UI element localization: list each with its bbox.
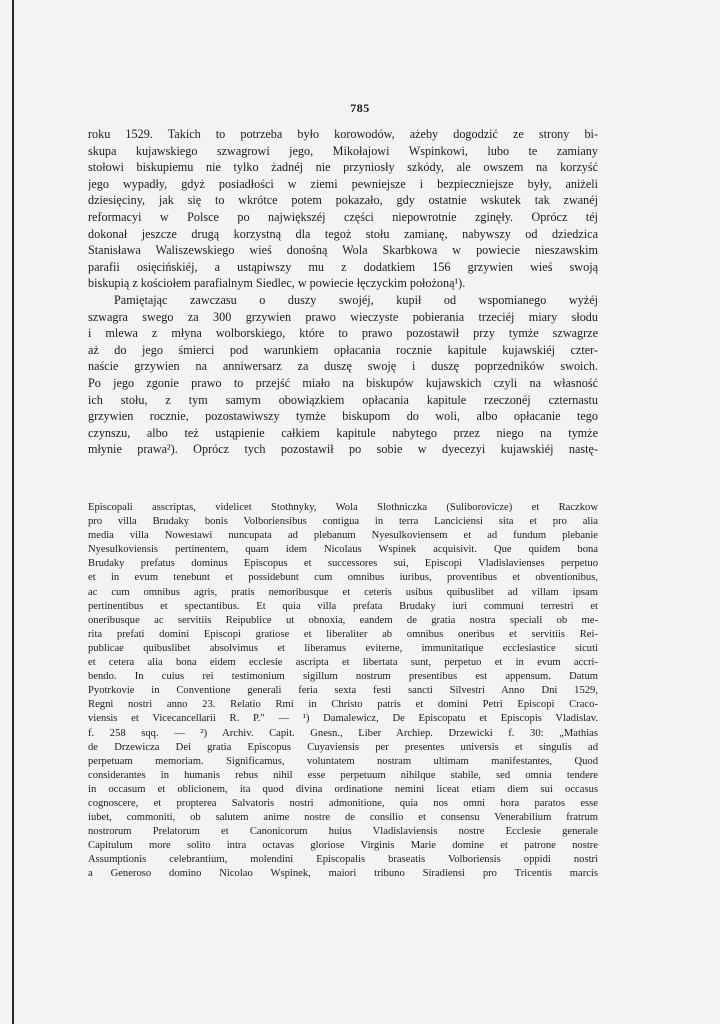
- text-line: dokonał jeszcze drugą korzystną dla tegoż stołu zamianę, nabywszy od dziedzica: [88, 226, 598, 241]
- text-line: Po jego zgonie prawo to przejść miało na biskupów kujawskich czyli na własność: [88, 375, 598, 390]
- text-line: skupa kujawskiego szwagrowi jego, Mikołajowi Wspinkowi, lubo te zamiany: [88, 143, 598, 158]
- text-line: reformacyi w Polsce po największéj części niepowrotnie zginęły. Oprócz téj: [88, 209, 598, 224]
- footnote-line: rita prefati domini Episcopi gratiose et liberaliter ab omnibus oneribus et servitiis Rei-: [88, 628, 598, 640]
- text-line: Stanisława Waliszewskiego wieś donośną Wola Skarbkowa w powiecie nieszawskim: [88, 243, 598, 258]
- page-number: 785: [350, 101, 370, 115]
- footnote-block: [88, 501, 598, 882]
- footnote-line: pro villa Brudaky bonis Volboriensibus contigua in terra Lanciciensi sita et pro alia: [88, 516, 598, 528]
- footnote-line: et cetera alia bona eidem ecclesie ascripta et libertata sunt, perpetuo et in evum accri-: [88, 657, 598, 669]
- footnote-line: f. 258 sqq. — ²) Archiv. Capit. Gnesn., Liber Archiep. Drzewicki f. 30: „Mathias: [88, 727, 598, 739]
- footnote-line: Pyotrkovie in Conventione generali feria sexta festi sancti Silvestri Anno Dni 1529,: [88, 685, 598, 697]
- text-line: naście grzywien na anniwersarz za duszę swoję i duszę poprzedników swoich.: [88, 359, 598, 374]
- footnote-line: et in evum tenebunt et possidebunt cum omnibus iuribus, proventibus et obventionibus,: [88, 572, 598, 584]
- footnote-line: bendo. In cuius rei testimonium sigillum nostrum presentibus est appensum. Datum: [88, 671, 598, 683]
- footnote-line: media villa Nowestawi nuncupata ad plebanum Nyesulkoviensem et ad fundum plebanie: [88, 530, 598, 542]
- footnote-line: pertinentibus et spectantibus. Et quia villa prefata Brudaky iuri communi terrestri et: [88, 600, 598, 612]
- footnote-line: iubet, commoniti, ob salutem anime nostre de consilio et consensu Venerabilium fratrum: [88, 812, 598, 824]
- text-line: i mlewa z młyna wolborskiego, które to prawo pozostawił przy tymże szwagrze: [88, 326, 598, 341]
- text-line: młynie prawa²). Oprócz tych pozostawił po sobie w dyecezyi kujawskiéj nastę-: [88, 442, 598, 457]
- footnote-line: publicae quibuslibet absolvimus et liberamus eviterne, immunitatique ecclesiastice sicuti: [88, 642, 598, 654]
- main-text-block: [88, 126, 598, 458]
- footnote-line: Regni nostri anno 23. Relatio Rmi in Christo patris et domini Petri Episcopi Craco-: [88, 699, 598, 711]
- text-line: czynszu, albo też ustąpienie całkiem kapitule nabytego przez niego na tymże: [88, 425, 598, 440]
- text-line: ich stołu, z tym samym obowiązkiem opłacania kapitule rzeczonéj czternastu: [88, 392, 598, 407]
- footnote-line: Assumptionis celebrantium, molendini Episcopalis braseatis Volboriensis oppidi nostri: [88, 854, 598, 866]
- footnote-line: viensis et Vicecancellarii R. P." — ¹) Damalewicz, De Episcopatu et Episcopis Vladislav.: [88, 713, 598, 725]
- text-line: szwagra swego za 300 grzywien prawo wieczyste pobierania trzeciéj miary słodu: [88, 309, 598, 324]
- footnote-line: cognoscere, et propterea Salvatoris nostri admonitione, quia nos omni hora paratos esse: [88, 797, 598, 809]
- text-line: dziesięciny, jak się to wkrótce potem pokazało, gdy ostatnie wskutek tak zwanéj: [88, 193, 598, 208]
- footnote-line: ac cum omnibus agris, pratis nemoribusque et ceteris usibus quibuslibet ad villam ipsam: [88, 586, 598, 598]
- text-line: biskupią z kościołem parafialnym Siedlec, w powiecie łęczyckim położoną¹).: [88, 276, 466, 291]
- footnote-line: perpetuam memoriam. Significamus, voluntatem nostram ultimam manifestantes, Quod: [88, 755, 598, 767]
- text-line: roku 1529. Takich to potrzeba było korowodów, ażeby dogodzić ze strony bi-: [88, 127, 598, 141]
- footnote-line: Capitulum more solito intra octavas gloriose Virginis Marie domine et patrone nostre: [88, 840, 598, 852]
- footnote-line: a Generoso domino Nicolao Wspinek, maiori tribuno Siradiensi pro Tricentis marcis: [88, 868, 598, 880]
- text-line: jego wypadły, gdyż posiadłości w ziemi pewniejsze i bezpieczniejsze były, aniżeli: [88, 176, 598, 191]
- footnote-line: oneribusque ac servitiis Reipublice ut obnoxia, eandem de gratia nostra speciali ob me-: [88, 614, 598, 626]
- text-line: stołowi biskupiemu nie tylko żadnéj nie przyniosły szkódy, ale owszem na korzyść: [88, 160, 598, 175]
- footnote-line: Nyesulkoviensis pertinentem, quam idem Nicolaus Wspinek acquisivit. Que quidem bona: [88, 544, 598, 556]
- footnote-line: nostrorum Prelatorum et Canonicorum huius Vladislaviensis nostre Ecclesie generale: [88, 826, 598, 838]
- text-line: parafii osięcińskiéj, a ustąpiwszy mu z dodatkiem 156 grzywien wieś swoją: [88, 259, 598, 274]
- footnote-line: de Drzewicza Dei gratia Episcopus Cuyaviensis per presentes universis et singulis ad: [88, 741, 598, 753]
- text-line: grzywien rocznie, pozostawiwszy tymże biskupom do woli, albo opłacanie tego: [88, 409, 598, 424]
- footnote-line: Episcopali asscriptas, videlicet Stothnyky, Wola Slothniczka (Suliborovicze) et Raczkow: [88, 502, 598, 513]
- footnote-line: considerantes in humanis rebus nihil esse perpetuum nihilque stabile, sed omnia tendere: [88, 769, 598, 781]
- footnote-line: in occasum et oblicionem, ita quod divina ordinatione nemini liceat etiam diem sui occasus: [88, 783, 598, 795]
- footnote-line: Brudaky prefatus dominus Episcopus et successores sui, Episcopi Vladislavienses perpetuo: [88, 558, 598, 570]
- page-binding-edge: [12, 0, 14, 1024]
- text-line-paragraph-start: Pamiętając zawczasu o duszy swojéj, kupił od wspomianego wyżéj: [114, 292, 598, 307]
- text-line: aż do jego śmierci pod warunkiem opłacania rocznie kapitule kujawskiéj czter-: [88, 342, 598, 357]
